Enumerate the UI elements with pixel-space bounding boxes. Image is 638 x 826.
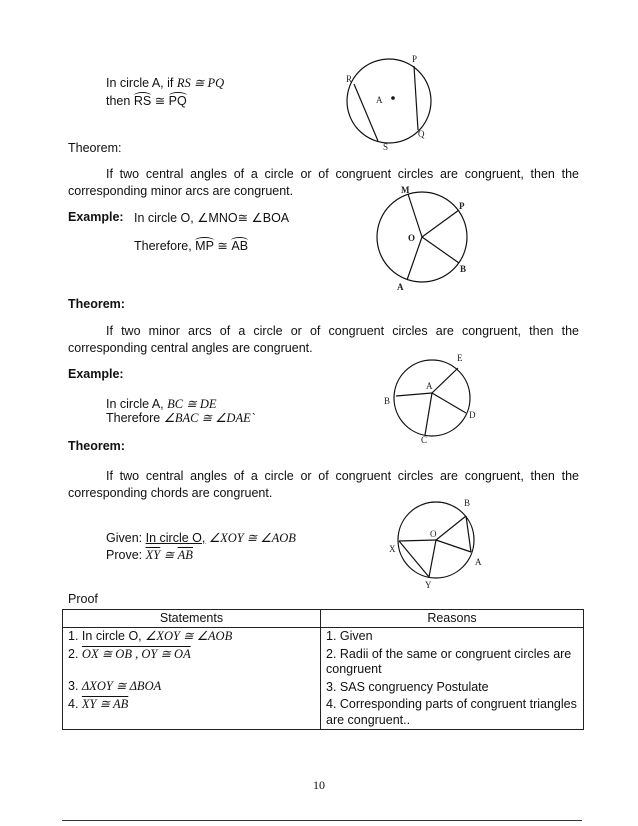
label-a: A <box>376 95 383 105</box>
reason-1: 1. Given <box>326 629 373 643</box>
theorem1-text: If two central angles of a circle or of congruent circles are congruent, then the corresponding minor arcs are congruent. <box>68 167 579 198</box>
label-p: P <box>412 54 418 64</box>
statement-2: 2. OX ≅ OB , OY ≅ OA <box>68 646 191 661</box>
theorem2-text: If two minor arcs of a circle or of congruent circles are congruent, then the corresponding central angles are congruent. <box>68 324 579 355</box>
page-number: 10 <box>313 778 325 792</box>
circle-o-chords-diagram <box>385 495 487 591</box>
label-x: X <box>389 544 396 554</box>
label-b: B <box>464 498 471 508</box>
header-statements: Statements <box>63 610 321 628</box>
label-r: R <box>346 74 353 84</box>
proof-table <box>62 609 584 730</box>
header-reasons: Reasons <box>321 610 584 628</box>
theorem3-prove: Prove: $\overline{XY}$ ≅ $\overline{AB}$ <box>106 548 193 562</box>
statement-3: 3. ΔXOY ≅ ΔBOA <box>68 679 162 693</box>
label-p: P <box>459 201 465 211</box>
label-e: E <box>457 353 463 363</box>
theorem2-line1: In circle A, BC ≅ DE <box>106 397 217 411</box>
label-s: S <box>383 142 389 152</box>
arc-rs: RS <box>133 94 152 108</box>
theorem2-heading: Theorem: <box>68 297 125 311</box>
circle-a-minor-arcs-diagram <box>380 350 482 446</box>
circle-a-diagram <box>335 48 447 152</box>
theorem3-heading: Theorem: <box>68 439 125 453</box>
footer-divider <box>62 820 582 821</box>
reason-2: 2. Radii of the same or congruent circles are congruent <box>326 646 572 676</box>
label-q: Q <box>418 129 425 139</box>
label-o: O <box>430 529 437 539</box>
theorem1-example-text: In circle O, ∠MNO≅ ∠BOA <box>134 211 290 225</box>
theorem2-example-label: Example: <box>68 367 124 381</box>
reason-3: 3. SAS congruency Postulate <box>326 679 489 694</box>
label-d: D <box>469 410 476 420</box>
label-m: M <box>401 185 410 195</box>
label-o: O <box>408 233 416 243</box>
reasons-cell <box>321 628 584 730</box>
arc-mp: MP <box>195 239 214 253</box>
label-a: A <box>397 282 404 292</box>
reason-4: 4. Corresponding parts of congruent triangles are congruent.. <box>326 697 577 727</box>
theorem2-line2: Therefore ∠BAC ≅ ∠DAE` <box>106 411 255 425</box>
theorem1-example-label: Example: <box>68 210 124 224</box>
chord-congruence-math: RS ≅ PQ <box>176 76 225 90</box>
label-y: Y <box>425 580 432 590</box>
label-b: B <box>384 396 391 406</box>
table-row <box>63 628 584 730</box>
theorem1-therefore: Therefore, MP ≅ AB <box>134 239 249 253</box>
table-header-row <box>63 610 584 628</box>
statement-1: 1. In circle O, ∠XOY ≅ ∠AOB <box>68 629 233 643</box>
arc-ab: AB <box>231 239 249 253</box>
arc-statement-line2: then RS ≅ PQ <box>106 94 187 108</box>
label-b: B <box>460 264 467 274</box>
theorem3-text: If two central angles of a circle or of congruent circles are congruent, then the corresponding chords are congruent. <box>68 469 579 500</box>
label-a: A <box>426 381 433 391</box>
label-c: C <box>421 435 428 445</box>
theorem3-given: Given: In circle O, ∠XOY ≅ ∠AOB <box>106 531 296 545</box>
arc-statement-line1: In circle A, if RS ≅ PQ <box>106 76 225 90</box>
circle-o-central-angles-diagram <box>372 183 478 293</box>
statements-cell <box>63 628 321 730</box>
proof-title: Proof <box>68 592 98 606</box>
arc-pq: PQ <box>168 94 187 108</box>
statement-4: 4. XY ≅ AB <box>68 696 129 711</box>
theorem1-heading: Theorem: <box>68 141 122 155</box>
label-a: A <box>475 557 482 567</box>
